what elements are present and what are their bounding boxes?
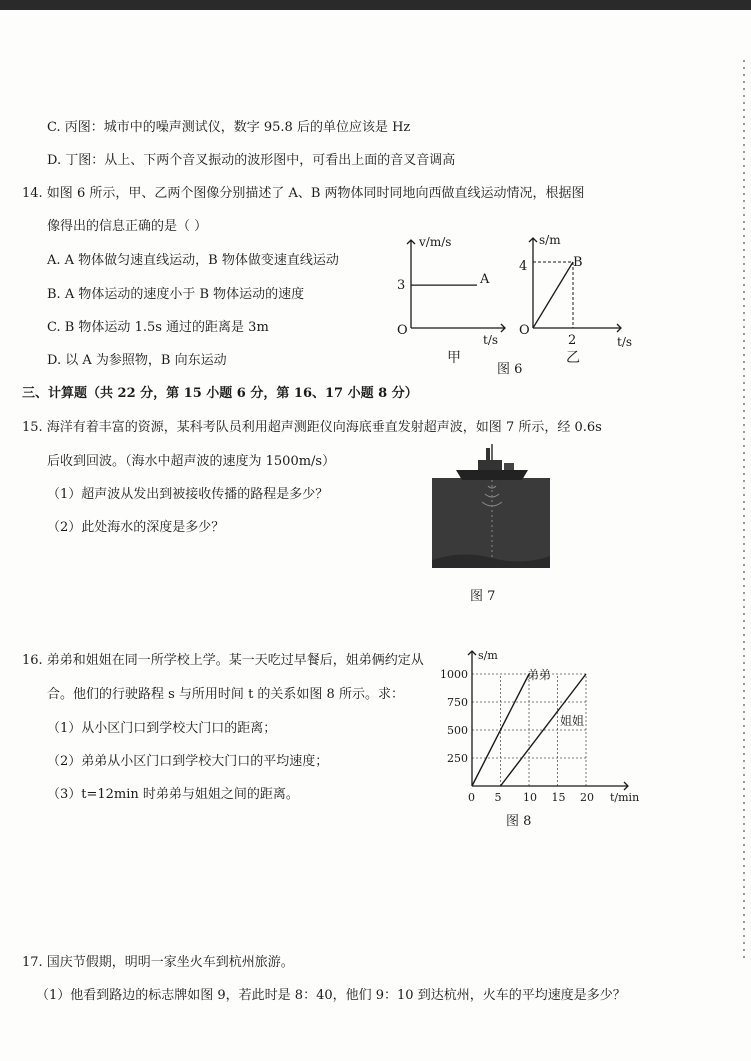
option-d-q13: D. 丁图：从上、下两个音叉振动的波形图中，可看出上面的音叉音调高 (47, 153, 456, 168)
question-16: 16. 弟弟和姐姐在同一所学校上学。某一天吃过早餐后，姐弟俩约定从 (22, 653, 424, 668)
fig8-xtick-3: 20 (580, 791, 594, 804)
fig6-jia-xlabel: t/s (483, 333, 499, 347)
fig6-yi-xlabel: t/s (617, 335, 633, 349)
figure-6 (385, 228, 645, 378)
question-15-part-1: （1）超声波从发出到被接收传播的路程是多少？ (47, 487, 329, 502)
fig6-yi-ylabel: s/m (539, 233, 561, 247)
section-3-heading: 三、计算题（共 22 分，第 15 小题 6 分，第 16、17 小题 8 分） (22, 386, 418, 401)
fig8-yticks (440, 668, 468, 765)
fig6-jia-origin: O (397, 323, 408, 338)
fig6-yi-line-b (533, 262, 573, 328)
fig6-yi-origin: O (519, 323, 530, 338)
question-14-cont: 像得出的信息正确的是（ ） (47, 219, 208, 234)
option-d-q14: D. 以 A 为参照物，B 向东运动 (47, 353, 227, 368)
scan-binding-dots (743, 60, 745, 960)
fig6-yi-axes (529, 238, 621, 332)
question-15: 15. 海洋有着丰富的资源，某科考队员利用超声测距仪向海底垂直发射超声波，如图 7 所示，经 0.6s (22, 420, 602, 435)
fig8-xtick-2: 15 (551, 791, 566, 804)
fig6-yi-series-label: B (573, 255, 583, 270)
fig6-yi-ytick: 4 (519, 259, 528, 274)
fig8-ytick-2: 750 (447, 696, 468, 709)
question-15-cont: 后收到回波。（海水中超声波的速度为 1500m/s） (47, 454, 336, 469)
fig8-series-label-jiejie: 姐姐 (560, 714, 585, 728)
fig8-caption: 图 8 (506, 814, 532, 829)
option-c-q14: C. B 物体运动 1.5s 通过的距离是 3m (47, 320, 269, 335)
fig8-ytick-3: 1000 (440, 668, 468, 681)
fig6-jia-series-label: A (480, 272, 490, 287)
fig8-origin: 0 (468, 791, 475, 804)
ocean-water (432, 478, 550, 568)
fig8-xticks (495, 791, 595, 804)
question-16-part-2: （2）弟弟从小区门口到学校大门口的平均速度； (47, 754, 329, 769)
question-16-part-1: （1）从小区门口到学校大门口的距离； (47, 721, 277, 736)
fig6-jia-ytick: 3 (397, 278, 406, 293)
fig8-grid (472, 674, 586, 786)
option-b-q14: B. A 物体运动的速度小于 B 物体运动的速度 (47, 287, 305, 302)
fig8-xtick-0: 5 (494, 791, 502, 804)
figure-7 (432, 440, 550, 568)
option-a-q14: A. A 物体做匀速直线运动，B 物体做变速直线运动 (47, 253, 339, 268)
fig6-jia-ylabel: v/m/s (419, 235, 452, 249)
question-15-part-2: （2）此处海水的深度是多少？ (47, 520, 225, 535)
fig6-yi-label: 乙 (566, 350, 580, 366)
fig8-xlabel: t/min (610, 791, 640, 804)
fig8-ylabel: s/m (478, 649, 498, 662)
fig6-jia-axes (407, 240, 505, 332)
fig7-caption: 图 7 (470, 589, 496, 604)
fig6-caption: 图 6 (497, 362, 523, 377)
question-14: 14. 如图 6 所示，甲、乙两个图像分别描述了 A、B 两物体同时同地向西做直线运动情况，根据图 (22, 186, 585, 201)
figure-8 (440, 645, 650, 835)
question-17-part-1: （1）他看到路边的标志牌如图 9，若此时是 8：40，他们 9：10 到达杭州，火车的平均速度是多少？ (36, 988, 626, 1003)
question-16-cont: 合。他们的行驶路程 s 与所用时间 t 的关系如图 8 所示。求： (47, 687, 404, 702)
fig8-ytick-1: 500 (447, 724, 468, 737)
fig6-jia-label: 甲 (447, 350, 461, 366)
fig8-xtick-1: 10 (523, 791, 537, 804)
question-17: 17. 国庆节假期，明明一家坐火车到杭州旅游。 (22, 955, 294, 970)
option-c-q13: C. 丙图：城市中的噪声测试仪，数字 95.8 后的单位应该是 Hz (47, 120, 411, 135)
question-16-part-3: （3）t=12min 时弟弟与姐姐之间的距离。 (47, 787, 299, 802)
fig8-ytick-0: 250 (447, 752, 468, 765)
scan-top-edge (0, 0, 751, 10)
fig6-yi-xtick: 2 (568, 333, 577, 348)
fig8-series-label-didi: 弟弟 (527, 668, 552, 682)
